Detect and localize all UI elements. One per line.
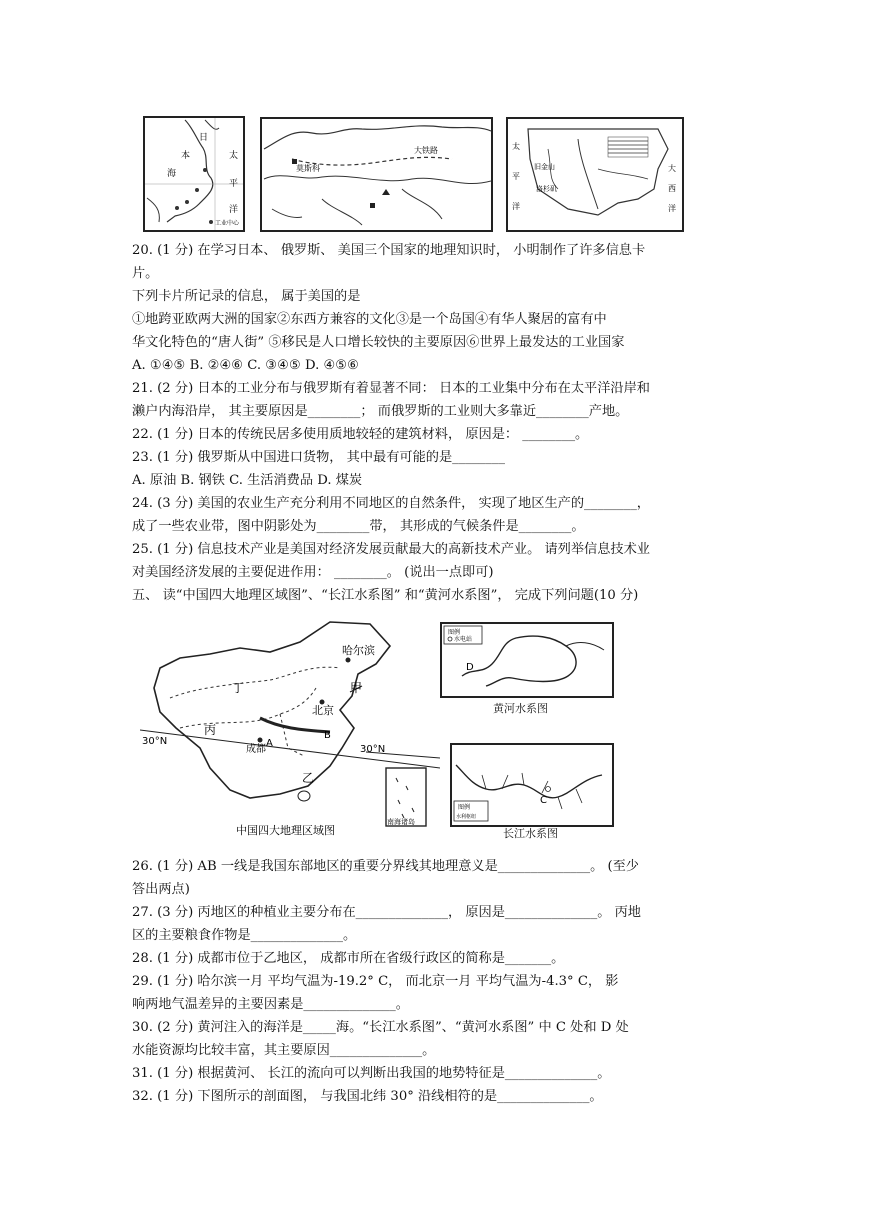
q29-line1: 29. (1 分) 哈尔滨一月 平均气温为-19.2° C， 而北京一月 平均气温为-4.3° C， 影 — [132, 974, 619, 989]
q26-line1: 26. (1 分) AB 一线是我国东部地区的重要分界线其地理意义是______________。 (至少 — [132, 859, 639, 874]
china-label-a: A — [266, 738, 273, 749]
usa-label-la: 洛杉矶 — [536, 185, 557, 193]
japan-map — [143, 116, 245, 232]
yellow-legend-item: 水电站 — [454, 636, 473, 643]
yangtze-label-c: C — [540, 795, 547, 806]
japan-label-ben: 本 — [181, 151, 191, 161]
usa-map — [506, 117, 684, 232]
usa-label-yang2: 洋 — [668, 204, 676, 213]
yellow-river-caption: 黄河水系图 — [493, 702, 548, 715]
section5-heading: 五、 读“中国四大地理区域图”、“长江水系图” 和“黄河水系图”， 完成下列问题(10 分) — [132, 588, 639, 603]
china-map-caption: 中国四大地理区域图 — [236, 824, 335, 837]
china-label-b: B — [324, 730, 331, 741]
russia-map — [260, 117, 493, 232]
china-label-30n-left: 30°N — [142, 736, 168, 747]
q22-line: 22. (1 分) 日本的传统民居多使用质地较轻的建筑材料， 原因是： ________。 — [132, 427, 589, 442]
china-label-bing: 丙 — [204, 723, 217, 737]
japan-map-figure — [145, 118, 243, 230]
q29-line2: 响两地气温差异的主要因素是______________。 — [132, 997, 409, 1012]
yellow-river-figure — [442, 624, 612, 696]
china-label-yi: 乙 — [302, 771, 315, 785]
yangtze-figure — [452, 745, 612, 825]
q20-line2: 片。 — [132, 266, 159, 281]
q27-line2: 区的主要粮食作物是______________。 — [132, 928, 357, 943]
q30-line2: 水能资源均比较丰富，其主要原因______________。 — [132, 1043, 436, 1058]
yellow-river-map — [440, 622, 614, 698]
china-label-harbin: 哈尔滨 — [342, 644, 375, 657]
yangtze-legend-item: 水利枢纽 — [456, 814, 477, 820]
china-label-jia: 甲 — [350, 681, 363, 695]
china-label-ding: 丁 — [232, 681, 245, 695]
q23-line: 23. (1 分) 俄罗斯从中国进口货物， 其中最有可能的是________ — [132, 450, 505, 465]
yellow-legend-title: 图例 — [448, 629, 461, 636]
usa-map-figure — [508, 119, 682, 230]
q31-line: 31. (1 分) 根据黄河、 长江的流向可以判断出我国的地势特征是______________。 — [132, 1066, 611, 1081]
q23-options: A. 原油 B. 钢铁 C. 生活消费品 D. 煤炭 — [132, 473, 363, 488]
japan-label-yang: 洋 — [229, 205, 239, 215]
japan-label-ri: 日 — [199, 133, 209, 143]
q24-line1: 24. (3 分) 美国的农业生产充分利用不同地区的自然条件， 实现了地区生产的________， — [132, 496, 650, 511]
q28-line: 28. (1 分) 成都市位于乙地区， 成都市所在省级行政区的简称是_______。 — [132, 951, 565, 966]
usa-label-yang: 洋 — [512, 202, 520, 211]
yellow-label-d: D — [466, 662, 474, 673]
yangtze-legend-title: 图例 — [458, 804, 471, 811]
q21-line1: 21. (2 分) 日本的工业分布与俄罗斯有着显著不同： 日本的工业集中分布在太平洋沿岸和 — [132, 381, 650, 396]
q20-line5: 华文化特色的“唐人街” ⑤移民是人口增长较快的主要原因⑥世界上最发达的工业国家 — [132, 335, 625, 350]
q20-line1: 20. (1 分) 在学习日本、 俄罗斯、 美国三个国家的地理知识时， 小明制作了许多信息卡 — [132, 243, 646, 258]
q30-line1: 30. (2 分) 黄河注入的海洋是_____海。“长江水系图”、“黄河水系图” 中 C 处和 D 处 — [132, 1020, 629, 1035]
q26-line2: 答出两点) — [132, 882, 190, 897]
usa-label-xi: 西 — [668, 184, 676, 193]
china-label-30n-right: 30°N — [360, 744, 386, 755]
yangtze-map — [450, 743, 614, 827]
china-label-chengdu: 成都 — [246, 744, 266, 755]
q25-line1: 25. (1 分) 信息技术产业是美国对经济发展贡献最大的高新技术产业。 请列举信息技术业 — [132, 542, 650, 557]
russia-label-moscow: 莫斯科 — [296, 164, 320, 173]
q20-options: A. ①④⑤ B. ②④⑥ C. ③④⑤ D. ④⑤⑥ — [132, 358, 359, 373]
q27-line1: 27. (3 分) 丙地区的种植业主要分布在______________， 原因是______________。 丙地 — [132, 905, 641, 920]
usa-label-sf: 旧金山 — [534, 163, 555, 171]
china-region-map — [140, 618, 440, 840]
usa-label-tai: 太 — [512, 142, 520, 151]
usa-label-ping: 平 — [512, 172, 520, 181]
japan-label-hai: 海 — [167, 169, 177, 179]
china-label-beijing: 北京 — [312, 704, 334, 717]
russia-label-railway: 大铁路 — [414, 146, 438, 155]
q24-line2: 成了一些农业带，图中阴影处为________带， 其形成的气候条件是________。 — [132, 519, 585, 534]
q21-line2: 濑户内海沿岸， 其主要原因是________； 而俄罗斯的工业则大多靠近________产地。 — [132, 404, 629, 419]
yangtze-caption: 长江水系图 — [503, 827, 558, 840]
china-inset-label: 南海诸岛 — [387, 818, 415, 826]
japan-label-tai: 太 — [229, 151, 239, 161]
usa-label-da: 大 — [668, 164, 676, 173]
q20-line3: 下列卡片所记录的信息， 属于美国的是 — [132, 289, 361, 304]
russia-map-figure — [262, 119, 491, 230]
q25-line2: 对美国经济发展的主要促进作用： ________。 (说出一点即可) — [132, 565, 494, 580]
china-region-map-figure — [140, 618, 440, 840]
japan-label-ping: 平 — [229, 179, 239, 189]
q32-line: 32. (1 分) 下图所示的剖面图， 与我国北纬 30° 沿线相符的是______________。 — [132, 1089, 603, 1104]
q20-line4: ①地跨亚欧两大洲的国家②东西方兼容的文化③是一个岛国④有华人聚居的富有中 — [132, 312, 607, 327]
japan-legend: 工业中心 — [215, 220, 240, 227]
